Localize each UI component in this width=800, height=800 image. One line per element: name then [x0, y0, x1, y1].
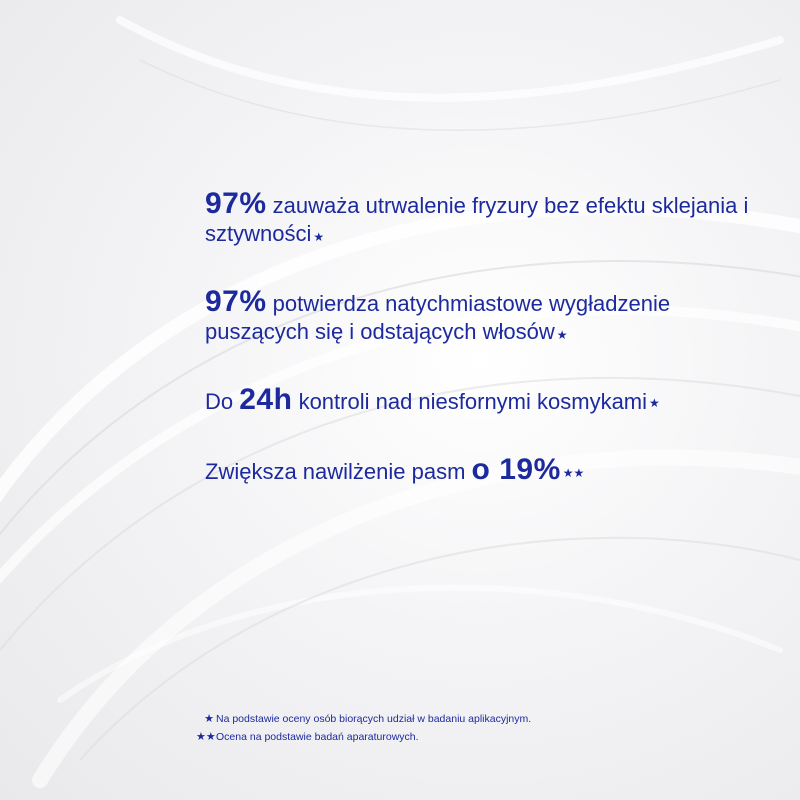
- star-icon: ★: [649, 396, 660, 410]
- star-icon: ★★: [196, 731, 216, 743]
- claim-item: [205, 285, 765, 346]
- star-icon: ★: [556, 328, 568, 342]
- claim-highlight: 97%: [205, 187, 267, 220]
- footnotes: [196, 710, 531, 746]
- claim-text: zauważa utrwalenie fryzury bez efektu sklejania i sztywności: [205, 193, 749, 246]
- claim-text: kontroli nad niesfornymi kosmykami: [292, 389, 648, 414]
- claim-item: [205, 453, 765, 486]
- claim-highlight: 97%: [205, 285, 267, 318]
- footnote-text: Ocena na podstawie badań aparaturowych.: [216, 731, 419, 743]
- footnote: [196, 710, 531, 728]
- footnote: [196, 728, 531, 746]
- claim-highlight: o 19%: [471, 453, 561, 486]
- claim-prefix: Do: [205, 389, 240, 414]
- claim-prefix: Zwiększa nawilżenie pasm: [205, 459, 472, 484]
- star-icon: ★★: [562, 466, 585, 480]
- star-icon: ★: [313, 230, 325, 244]
- claims-list: [205, 187, 765, 526]
- claim-item: [205, 187, 765, 248]
- claim-item: [205, 383, 765, 416]
- claim-text: potwierdza natychmiastowe wygładzenie puszących się i odstających włosów: [205, 291, 671, 344]
- star-icon: ★: [204, 713, 214, 725]
- footnote-text: Na podstawie oceny osób biorących udział w badaniu aplikacyjnym.: [216, 713, 532, 725]
- claim-highlight: 24h: [239, 383, 293, 416]
